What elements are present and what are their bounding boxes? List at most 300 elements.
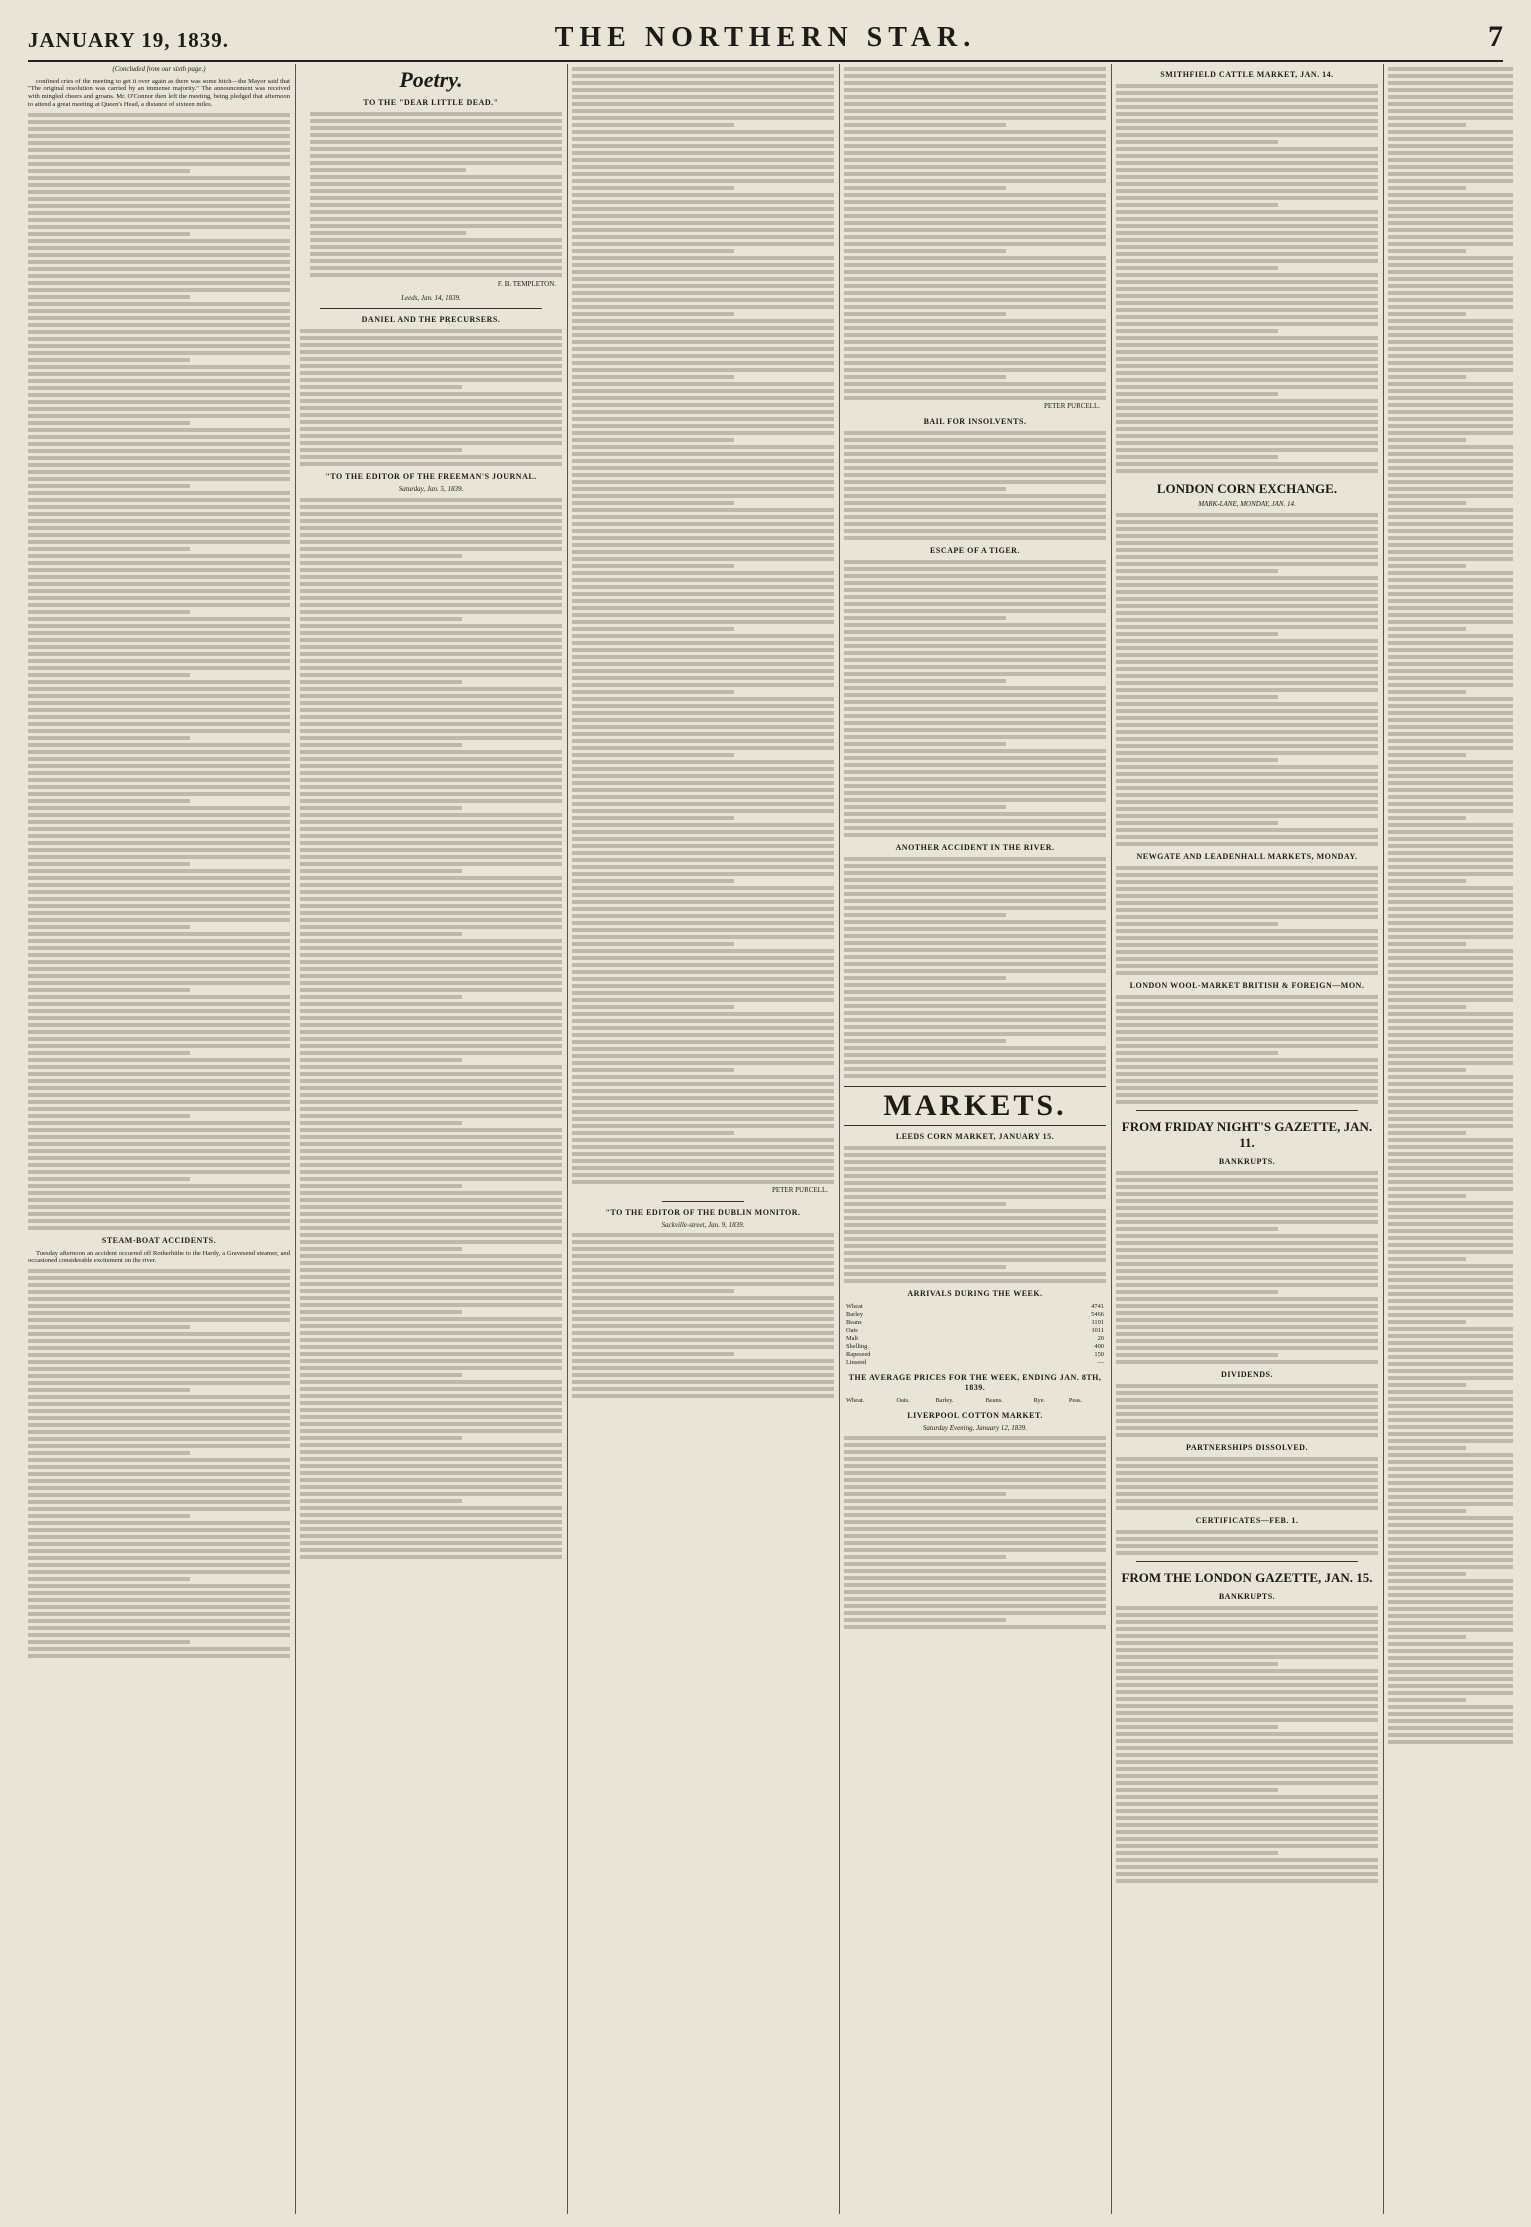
text-line-texture bbox=[300, 547, 562, 551]
text-line-texture bbox=[1116, 534, 1378, 538]
text-line-texture bbox=[1388, 1152, 1513, 1156]
text-line-texture bbox=[28, 1121, 290, 1125]
text-line-texture bbox=[28, 1556, 290, 1560]
text-line-texture bbox=[1116, 964, 1378, 968]
text-line-texture bbox=[1388, 207, 1513, 211]
text-line-texture bbox=[844, 871, 1106, 875]
text-line-texture bbox=[28, 344, 290, 348]
text-line-texture bbox=[572, 368, 834, 372]
text-line-texture bbox=[310, 126, 562, 130]
text-line-texture bbox=[844, 74, 1106, 78]
text-line-texture bbox=[300, 1317, 562, 1321]
text-line-texture bbox=[1388, 1705, 1513, 1709]
text-line-texture bbox=[1116, 807, 1378, 811]
text-line-texture bbox=[1116, 1100, 1378, 1104]
text-line-texture bbox=[300, 652, 562, 656]
text-line-texture bbox=[300, 1310, 462, 1314]
text-line-texture bbox=[572, 704, 834, 708]
text-line-texture bbox=[28, 1149, 290, 1153]
market-date: Saturday Evening, January 12, 1839. bbox=[922, 1423, 1028, 1432]
text-line-texture bbox=[1388, 179, 1513, 183]
text-line-texture bbox=[1116, 1426, 1378, 1430]
text-line-texture bbox=[1388, 165, 1513, 169]
text-line-texture bbox=[1388, 739, 1513, 743]
text-line-texture bbox=[1388, 1124, 1513, 1128]
text-line-texture bbox=[844, 1583, 1106, 1587]
text-line-texture bbox=[572, 627, 734, 631]
text-line-texture bbox=[1116, 427, 1378, 431]
text-line-texture bbox=[28, 484, 190, 488]
text-line-texture bbox=[310, 147, 562, 151]
text-line-texture bbox=[844, 494, 1106, 498]
text-line-texture bbox=[1388, 1453, 1513, 1457]
text-line-texture bbox=[572, 81, 834, 85]
text-line-texture bbox=[572, 256, 834, 260]
text-line-texture bbox=[300, 561, 562, 565]
text-line-texture bbox=[844, 798, 1106, 802]
text-line-texture bbox=[1388, 634, 1513, 638]
text-line-texture bbox=[1388, 424, 1513, 428]
text-line-texture bbox=[1388, 1684, 1513, 1688]
text-line-texture bbox=[300, 764, 562, 768]
text-line-texture bbox=[28, 1472, 290, 1476]
letter-date: Saturday, Jan. 5, 1839. bbox=[398, 485, 464, 494]
text-line-texture bbox=[572, 732, 834, 736]
text-line-texture bbox=[1116, 1816, 1378, 1820]
text-line-texture bbox=[1116, 702, 1378, 706]
text-line-texture bbox=[1388, 1355, 1513, 1359]
column-rule bbox=[1111, 64, 1112, 2214]
text-line-texture bbox=[1116, 548, 1378, 552]
text-line-texture bbox=[844, 934, 1106, 938]
text-line-texture bbox=[572, 326, 834, 330]
text-line-texture bbox=[572, 1054, 834, 1058]
text-line-texture bbox=[844, 396, 1106, 400]
text-line-texture bbox=[844, 340, 1106, 344]
text-line-texture bbox=[572, 424, 834, 428]
text-line-texture bbox=[572, 984, 834, 988]
text-line-texture bbox=[300, 1415, 562, 1419]
text-line-texture bbox=[300, 1268, 562, 1272]
text-line-texture bbox=[1116, 1478, 1378, 1482]
text-line-texture bbox=[310, 189, 562, 193]
markets-heading: MARKETS. bbox=[844, 1086, 1106, 1126]
text-line-texture bbox=[572, 739, 834, 743]
text-line-texture bbox=[1388, 1096, 1513, 1100]
text-line-texture bbox=[572, 550, 834, 554]
subsection-heading: DIVIDENDS. bbox=[1221, 1369, 1273, 1379]
text-line-texture bbox=[28, 890, 290, 894]
text-line-texture bbox=[1116, 238, 1378, 242]
text-line-texture bbox=[1388, 1166, 1513, 1170]
text-line-texture bbox=[310, 196, 562, 200]
text-line-texture bbox=[310, 175, 562, 179]
text-line-texture bbox=[300, 939, 562, 943]
text-line-texture bbox=[1388, 907, 1513, 911]
text-line-texture bbox=[572, 508, 834, 512]
text-line-texture bbox=[844, 1534, 1106, 1538]
text-line-texture bbox=[844, 389, 1106, 393]
text-line-texture bbox=[572, 249, 734, 253]
text-line-texture bbox=[28, 554, 290, 558]
text-line-texture bbox=[572, 487, 834, 491]
article-text-block bbox=[300, 498, 562, 1559]
text-line-texture bbox=[1116, 887, 1378, 891]
text-line-texture bbox=[300, 1408, 562, 1412]
text-line-texture bbox=[28, 1318, 290, 1322]
text-line-texture bbox=[572, 641, 834, 645]
article-text-block bbox=[844, 560, 1106, 837]
text-line-texture bbox=[844, 857, 1106, 861]
text-line-texture bbox=[28, 1290, 290, 1294]
text-line-texture bbox=[844, 693, 1106, 697]
text-line-texture bbox=[28, 1633, 290, 1637]
text-line-texture bbox=[844, 221, 1106, 225]
text-line-texture bbox=[572, 1310, 834, 1314]
text-line-texture bbox=[1388, 1726, 1513, 1730]
text-line-texture bbox=[1388, 830, 1513, 834]
text-line-texture bbox=[28, 1184, 290, 1188]
text-line-texture bbox=[300, 1184, 462, 1188]
text-line-texture bbox=[572, 319, 834, 323]
text-line-texture bbox=[1116, 800, 1378, 804]
text-line-texture bbox=[28, 652, 290, 656]
text-line-texture bbox=[28, 673, 190, 677]
text-line-texture bbox=[1388, 1131, 1466, 1135]
market-text-block bbox=[844, 1146, 1106, 1283]
text-line-texture bbox=[300, 1345, 562, 1349]
text-line-texture bbox=[300, 897, 562, 901]
text-line-texture bbox=[300, 1170, 562, 1174]
text-line-texture bbox=[28, 841, 290, 845]
text-line-texture bbox=[1388, 1495, 1513, 1499]
text-line-texture bbox=[844, 1590, 1106, 1594]
text-line-texture bbox=[28, 848, 290, 852]
text-line-texture bbox=[844, 361, 1106, 365]
text-line-texture bbox=[572, 1180, 834, 1184]
text-line-texture bbox=[1116, 1697, 1378, 1701]
text-line-texture bbox=[844, 574, 1106, 578]
text-line-texture bbox=[28, 1205, 290, 1209]
text-line-texture bbox=[1116, 469, 1378, 473]
text-line-texture bbox=[1388, 1159, 1513, 1163]
gazette-text-block bbox=[1116, 1530, 1378, 1555]
text-line-texture bbox=[1388, 312, 1466, 316]
text-line-texture bbox=[844, 784, 1106, 788]
text-line-texture bbox=[1388, 1033, 1513, 1037]
gazette-text-block bbox=[1116, 1457, 1378, 1510]
text-line-texture bbox=[300, 1149, 562, 1153]
text-line-texture bbox=[1388, 557, 1513, 561]
text-line-texture bbox=[28, 1044, 290, 1048]
text-line-texture bbox=[844, 948, 1106, 952]
text-line-texture bbox=[1116, 1220, 1378, 1224]
arrivals-item: Linseed bbox=[846, 1358, 867, 1366]
poem-signature: F. B. TEMPLETON. bbox=[497, 280, 556, 288]
text-line-texture bbox=[28, 505, 290, 509]
text-line-texture bbox=[572, 480, 834, 484]
text-line-texture bbox=[300, 820, 562, 824]
text-line-texture bbox=[572, 1317, 834, 1321]
text-line-texture bbox=[28, 883, 290, 887]
column-rule bbox=[567, 64, 568, 2214]
text-line-texture bbox=[1116, 371, 1378, 375]
text-line-texture bbox=[844, 172, 1106, 176]
text-line-texture bbox=[28, 1500, 290, 1504]
text-line-texture bbox=[1388, 732, 1513, 736]
text-line-texture bbox=[844, 679, 1006, 683]
article-text-block bbox=[844, 857, 1106, 1078]
text-line-texture bbox=[844, 1555, 1006, 1559]
text-line-texture bbox=[300, 1534, 562, 1538]
text-line-texture bbox=[28, 1570, 290, 1574]
text-line-texture bbox=[572, 1117, 834, 1121]
text-line-texture bbox=[572, 830, 834, 834]
text-line-texture bbox=[844, 560, 1106, 564]
text-line-texture bbox=[1388, 1733, 1513, 1737]
text-line-texture bbox=[1116, 259, 1378, 263]
text-line-texture bbox=[300, 1233, 562, 1237]
text-line-texture bbox=[572, 669, 834, 673]
arrivals-row bbox=[844, 1335, 1106, 1343]
text-line-texture bbox=[1116, 98, 1378, 102]
text-line-texture bbox=[572, 144, 834, 148]
market-heading: THE AVERAGE PRICES FOR THE WEEK, ENDING JAN. 8TH, 1839. bbox=[848, 1372, 1102, 1392]
text-line-texture bbox=[844, 644, 1106, 648]
text-line-texture bbox=[1116, 1865, 1378, 1869]
text-line-texture bbox=[572, 823, 834, 827]
text-line-texture bbox=[572, 893, 834, 897]
text-line-texture bbox=[844, 249, 1006, 253]
text-line-texture bbox=[844, 1506, 1106, 1510]
text-line-texture bbox=[1388, 410, 1513, 414]
letter-signature: PETER PURCELL. bbox=[771, 1186, 828, 1194]
text-line-texture bbox=[28, 1093, 290, 1097]
text-line-texture bbox=[1116, 835, 1378, 839]
text-line-texture bbox=[28, 1598, 290, 1602]
text-line-texture bbox=[844, 242, 1106, 246]
text-line-texture bbox=[572, 620, 834, 624]
text-line-texture bbox=[28, 1640, 190, 1644]
text-line-texture bbox=[28, 1542, 290, 1546]
poem-verses bbox=[310, 112, 562, 277]
text-line-texture bbox=[1388, 1040, 1513, 1044]
text-line-texture bbox=[1116, 1311, 1378, 1315]
arrivals-row bbox=[844, 1327, 1106, 1335]
text-line-texture bbox=[1388, 1138, 1513, 1142]
text-line-texture bbox=[1388, 1670, 1513, 1674]
text-line-texture bbox=[1388, 256, 1513, 260]
text-line-texture bbox=[1116, 1051, 1278, 1055]
text-line-texture bbox=[1116, 674, 1378, 678]
text-line-texture bbox=[300, 645, 562, 649]
text-line-texture bbox=[1116, 1544, 1378, 1548]
text-line-texture bbox=[1116, 1079, 1378, 1083]
text-line-texture bbox=[1388, 186, 1466, 190]
divider bbox=[1136, 1110, 1358, 1111]
text-line-texture bbox=[844, 1443, 1106, 1447]
text-line-texture bbox=[1116, 814, 1378, 818]
divider bbox=[320, 308, 542, 309]
text-line-texture bbox=[844, 431, 1106, 435]
text-line-texture bbox=[1116, 329, 1278, 333]
text-line-texture bbox=[300, 399, 562, 403]
text-line-texture bbox=[1388, 242, 1513, 246]
text-line-texture bbox=[28, 778, 290, 782]
text-line-texture bbox=[844, 588, 1106, 592]
text-line-texture bbox=[1388, 1334, 1513, 1338]
letter-heading: "TO THE EDITOR OF THE DUBLIN MONITOR. bbox=[605, 1207, 801, 1217]
text-line-texture bbox=[1116, 758, 1278, 762]
text-line-texture bbox=[28, 785, 290, 789]
text-line-texture bbox=[844, 812, 1106, 816]
text-line-texture bbox=[844, 452, 1106, 456]
text-line-texture bbox=[28, 638, 290, 642]
text-line-texture bbox=[300, 1401, 562, 1405]
text-line-texture bbox=[1116, 1419, 1378, 1423]
text-line-texture bbox=[28, 813, 290, 817]
text-line-texture bbox=[28, 1402, 290, 1406]
text-line-texture bbox=[300, 1541, 562, 1545]
text-line-texture bbox=[1388, 1173, 1513, 1177]
text-line-texture bbox=[1388, 823, 1513, 827]
text-line-texture bbox=[572, 725, 834, 729]
text-line-texture bbox=[28, 834, 290, 838]
text-line-texture bbox=[844, 728, 1106, 732]
text-line-texture bbox=[1388, 725, 1513, 729]
text-line-texture bbox=[1116, 1551, 1378, 1555]
text-line-texture bbox=[844, 609, 1106, 613]
text-line-texture bbox=[28, 736, 190, 740]
text-line-texture bbox=[1388, 1642, 1513, 1646]
text-line-texture bbox=[1116, 765, 1378, 769]
text-line-texture bbox=[1116, 1837, 1378, 1841]
text-line-texture bbox=[572, 571, 834, 575]
text-line-texture bbox=[1388, 746, 1513, 750]
text-line-texture bbox=[1388, 445, 1513, 449]
text-line-texture bbox=[844, 906, 1106, 910]
text-line-texture bbox=[300, 526, 562, 530]
text-line-texture bbox=[572, 1387, 834, 1391]
text-line-texture bbox=[844, 651, 1106, 655]
text-line-texture bbox=[572, 263, 834, 267]
text-line-texture bbox=[1116, 1774, 1378, 1778]
text-line-texture bbox=[844, 826, 1106, 830]
text-line-texture bbox=[572, 529, 834, 533]
text-line-texture bbox=[572, 606, 834, 610]
text-line-texture bbox=[28, 932, 290, 936]
text-line-texture bbox=[1388, 977, 1513, 981]
text-line-texture bbox=[572, 193, 834, 197]
text-line-texture bbox=[1388, 564, 1466, 568]
text-line-texture bbox=[300, 729, 562, 733]
text-line-texture bbox=[300, 596, 562, 600]
text-line-texture bbox=[300, 1471, 562, 1475]
text-line-texture bbox=[300, 1009, 562, 1013]
text-line-texture bbox=[572, 1254, 834, 1258]
text-line-texture bbox=[844, 375, 1006, 379]
text-line-texture bbox=[1116, 695, 1278, 699]
text-line-texture bbox=[1116, 448, 1378, 452]
text-line-texture bbox=[300, 336, 562, 340]
text-line-texture bbox=[300, 1114, 562, 1118]
text-line-texture bbox=[572, 305, 834, 309]
text-line-texture bbox=[844, 445, 1106, 449]
article-text-block bbox=[572, 67, 834, 1184]
arrivals-item: Wheat bbox=[846, 1302, 863, 1310]
text-line-texture bbox=[844, 581, 1106, 585]
text-line-texture bbox=[28, 1430, 290, 1434]
text-line-texture bbox=[28, 1037, 290, 1041]
text-line-texture bbox=[1116, 1227, 1278, 1231]
text-line-texture bbox=[572, 998, 834, 1002]
text-line-texture bbox=[1388, 984, 1513, 988]
text-line-texture bbox=[844, 763, 1106, 767]
text-line-texture bbox=[28, 190, 290, 194]
text-line-texture bbox=[300, 848, 562, 852]
text-line-texture bbox=[1388, 942, 1466, 946]
text-line-texture bbox=[1116, 744, 1378, 748]
text-line-texture bbox=[1116, 140, 1278, 144]
text-line-texture bbox=[844, 1209, 1106, 1213]
text-line-texture bbox=[28, 946, 290, 950]
text-line-texture bbox=[28, 407, 290, 411]
text-line-texture bbox=[1388, 991, 1513, 995]
text-line-texture bbox=[28, 1276, 290, 1280]
text-line-texture bbox=[572, 851, 834, 855]
text-line-texture bbox=[844, 819, 1106, 823]
text-line-texture bbox=[844, 1004, 1106, 1008]
text-line-texture bbox=[844, 962, 1106, 966]
column-1 bbox=[28, 64, 290, 2214]
text-line-texture bbox=[28, 127, 290, 131]
text-line-texture bbox=[572, 438, 734, 442]
text-line-texture bbox=[844, 1046, 1106, 1050]
text-line-texture bbox=[1388, 935, 1513, 939]
text-line-texture bbox=[572, 298, 834, 302]
market-heading: LEEDS CORN MARKET, JANUARY 15. bbox=[895, 1131, 1055, 1141]
text-line-texture bbox=[28, 1626, 290, 1630]
text-line-texture bbox=[1388, 389, 1513, 393]
text-line-texture bbox=[572, 977, 834, 981]
text-line-texture bbox=[844, 1457, 1106, 1461]
text-line-texture bbox=[572, 634, 834, 638]
text-line-texture bbox=[572, 354, 834, 358]
text-line-texture bbox=[28, 393, 290, 397]
text-line-texture bbox=[300, 904, 562, 908]
text-line-texture bbox=[1116, 1606, 1378, 1610]
text-line-texture bbox=[1116, 378, 1378, 382]
text-line-texture bbox=[844, 354, 1106, 358]
text-line-texture bbox=[1388, 963, 1513, 967]
text-line-texture bbox=[28, 526, 290, 530]
text-line-texture bbox=[572, 676, 834, 680]
text-line-texture bbox=[1116, 1781, 1378, 1785]
letter-signature: PETER PURCELL. bbox=[1043, 402, 1100, 410]
text-line-texture bbox=[1116, 1072, 1378, 1076]
text-line-texture bbox=[572, 1303, 834, 1307]
text-line-texture bbox=[1388, 508, 1513, 512]
text-line-texture bbox=[1116, 1718, 1378, 1722]
text-line-texture bbox=[844, 1604, 1106, 1608]
text-line-texture bbox=[1116, 1753, 1378, 1757]
text-line-texture bbox=[300, 1261, 562, 1265]
text-line-texture bbox=[1116, 1767, 1378, 1771]
article-text: confined cries of the meeting to get it over again as there was some hitch—the Mayor said that "The original resolution was carried by an immense majority." The announcement was received with mingled cheers and groans. Mr. O'Connor then left the meeting, being pledged that afternoon to attend a great meeting at Queen's Head, a distance of sixteen miles. bbox=[28, 77, 290, 108]
text-line-texture bbox=[28, 701, 290, 705]
text-line-texture bbox=[572, 67, 834, 71]
text-line-texture bbox=[300, 434, 562, 438]
